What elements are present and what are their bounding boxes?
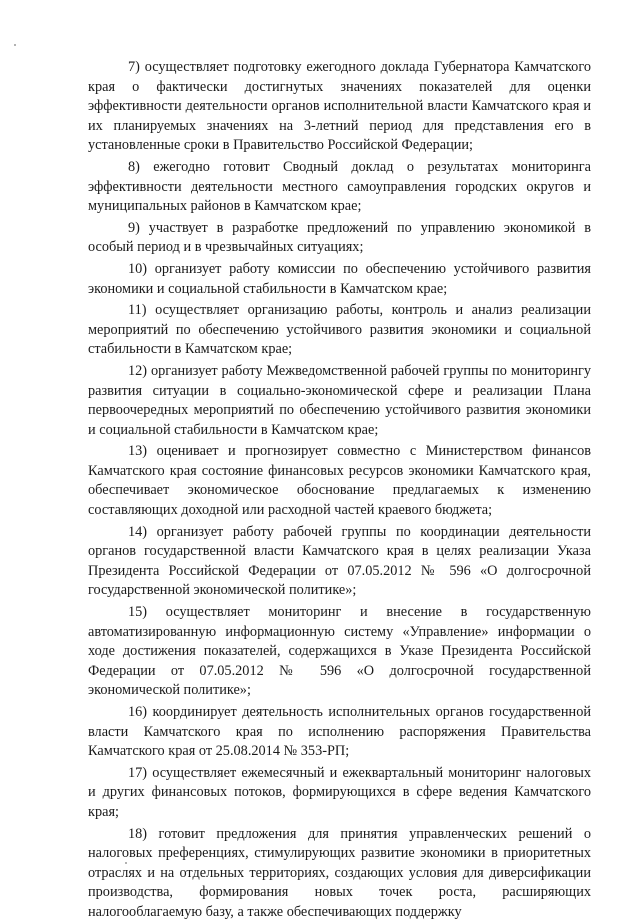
document-body [88, 58, 591, 923]
paragraph-item-17: 17) осуществляет ежемесячный и ежеквартальный мониторинг налоговых и других финансовых потоков, формирующихся в сфере ведения Камчатского края; [88, 764, 591, 820]
paragraph-item-11: 11) осуществляет организацию работы, контроль и анализ реализации мероприятий по обеспечению устойчивого развития экономики и социальной стабильности в Камчатском крае; [88, 302, 591, 358]
paragraph-item-9: 9) участвует в разработке предложений по управлению экономикой в особый период и в чрезвычайных ситуациях; [88, 219, 591, 256]
paragraph-item-12: 12) организует работу Межведомственной рабочей группы по мониторингу развития ситуации в социально-экономической сфере и реализации Плана первоочередных мероприятий по обеспечению устойчивого развития экономики и социальной стабильности в Камчатском крае; [88, 362, 591, 438]
paragraph-item-8: 8) ежегодно готовит Сводный доклад о результатах мониторинга эффективности деятельности местного самоуправления городских округов и муниципальных районов в Камчатском крае; [88, 158, 591, 215]
paragraph-item-15: 15) осуществляет мониторинг и внесение в государственную автоматизированную информационную систему «Управление» информации о ходе достижения показателей, содержащихся в Указе Президента Российской Федерации от 07.05.2012 № 596 «О долгосрочной государственной экономической политике»; [88, 604, 591, 699]
paragraph-item-14: 14) организует работу рабочей группы по координации деятельности органов государственной власти Камчатского края в целях реализации Указа Президента Российской Федерации от 07.05.2012 № 596 «О долгосрочной государственной экономической политике»; [88, 523, 591, 599]
paragraph-item-7: 7) осуществляет подготовку ежегодного доклада Губернатора Камчатского края о фактически достигнутых значениях показателей для оценки эффективности деятельности органов исполнительной власти Камчатского края и их планируемых значениях на 3-летний период для представления его в установленные сроки в Правительство Российской Федерации; [88, 59, 591, 154]
paragraph-item-18: 18) готовит предложения для принятия управленческих решений о налоговых преференциях, стимулирующих развитие экономики в приоритетных отраслях и на отдельных территориях, создающих условия для диверсификации производства, формирования новых точек роста, расширяющих налогооблагаемую базу, а также обеспечивающих поддержку [88, 825, 591, 920]
scan-speck [125, 862, 127, 864]
paragraph-item-13: 13) оценивает и прогнозирует совместно с Министерством финансов Камчатского края состояние финансовых ресурсов экономики Камчатского края, обеспечивает экономическое обоснование предлагаемых к изменению составляющих доходной или расходной частей краевого бюджета; [88, 443, 591, 519]
scan-speck [14, 44, 16, 46]
paragraph-item-16: 16) координирует деятельность исполнительных органов государственной власти Камчатского края по исполнению распоряжения Правительства Камчатского края от 25.08.2014 № 353-РП; [88, 704, 591, 760]
paragraph-item-10: 10) организует работу комиссии по обеспечению устойчивого развития экономики и социальной стабильности в Камчатском крае; [88, 260, 591, 297]
